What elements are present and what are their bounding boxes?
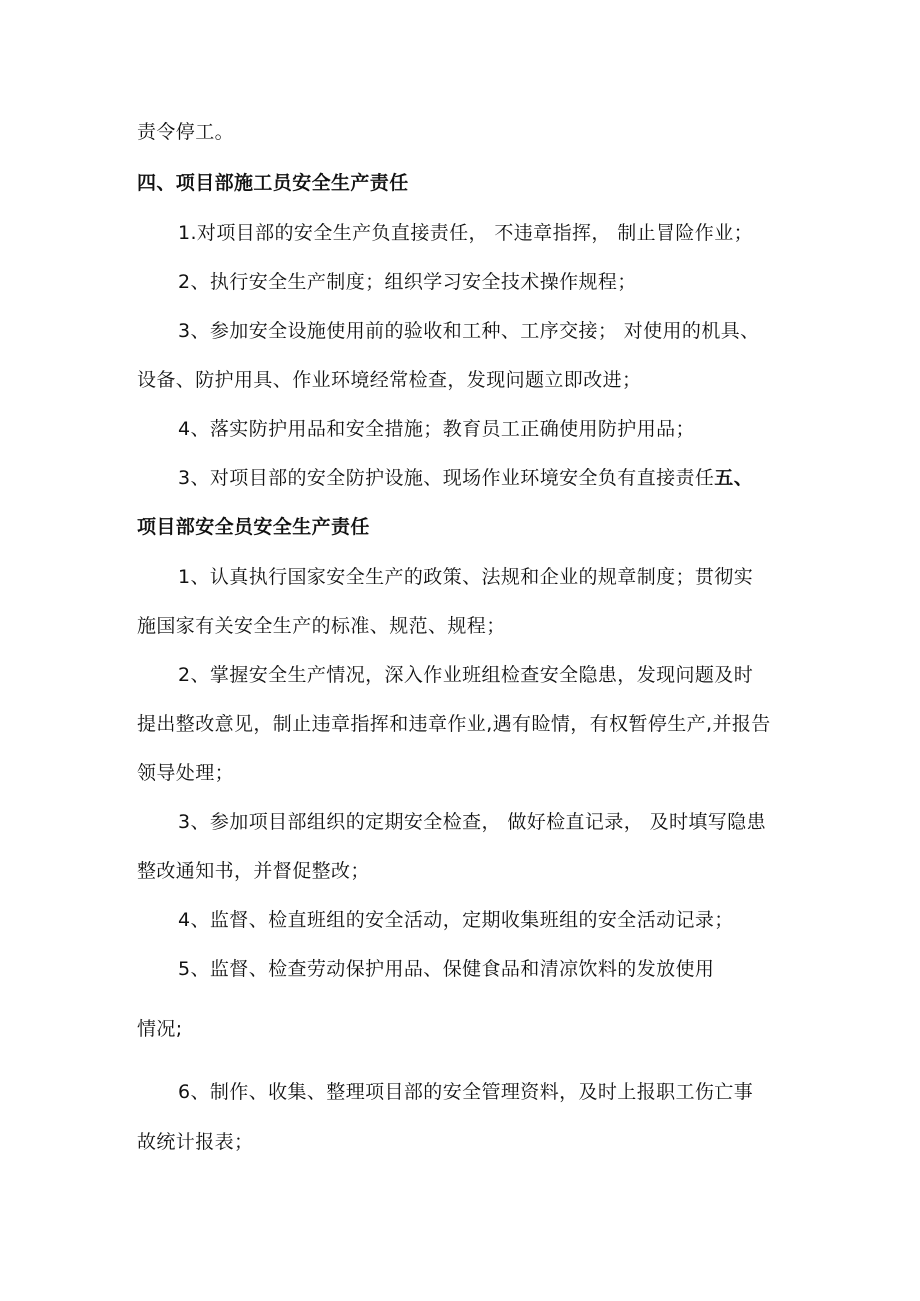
text-line: 设备、防护用具、作业环境经常检查，发现问题立即改进； (137, 369, 642, 391)
text-line: 1、认真执行国家安全生产的政策、法规和企业的规章制度；贯彻实 (178, 566, 754, 588)
section-heading-5-prefix: 五、 (714, 467, 754, 489)
text-line: 5、监督、检查劳动保护用品、保健食品和清凉饮料的发放使用 (178, 958, 715, 980)
section-heading-5: 项目部安全员安全生产责任 (137, 516, 370, 538)
text-line: 情况; (137, 1018, 183, 1040)
text-line: 6、制作、收集、整理项目部的安全管理资料，及时上报职工伤亡事 (178, 1081, 754, 1103)
text-line: 施国家有关安全生产的标准、规范、规程； (137, 615, 506, 637)
text-line: 提出整改意见，制止违章指挥和违章作业,遇有睑情，有权暂停生产,并报告 (137, 713, 771, 735)
text-line: 整改通知书，并督促整改； (137, 860, 370, 882)
text-line: 责令停工。 (137, 121, 235, 143)
text-line: 2、执行安全生产制度；组织学习安全技术操作规程； (178, 271, 637, 293)
section-heading-4: 四、项目部施工员安全生产责任 (137, 172, 409, 194)
text-line: 3、参加安全设施使用前的验收和工种、工序交接； 对使用的机具、 (178, 320, 760, 342)
text-line: 故统计报表； (137, 1131, 254, 1153)
text-line: 2、掌握安全生产情况，深入作业班组检查安全隐患，发现问题及时 (178, 664, 754, 686)
text-line: 领导处理； (137, 762, 235, 784)
text-line: 4、监督、检直班组的安全活动，定期收集班组的安全活动记录； (178, 909, 734, 931)
text-line: 4、落实防护用品和安全措施；教育员工正确使用防护用品； (178, 418, 695, 440)
text-line: 3、参加项目部组织的定期安全检查， 做好检直记录， 及时填写隐患 (178, 811, 766, 833)
text-line-with-heading (178, 466, 753, 490)
text-line: 3、对项目部的安全防护设施、现场作业环境安全负有直接责任 (178, 467, 715, 489)
text-line: 1.对项目部的安全生产负直接责任， 不违章指挥， 制止冒险作业； (178, 222, 754, 244)
